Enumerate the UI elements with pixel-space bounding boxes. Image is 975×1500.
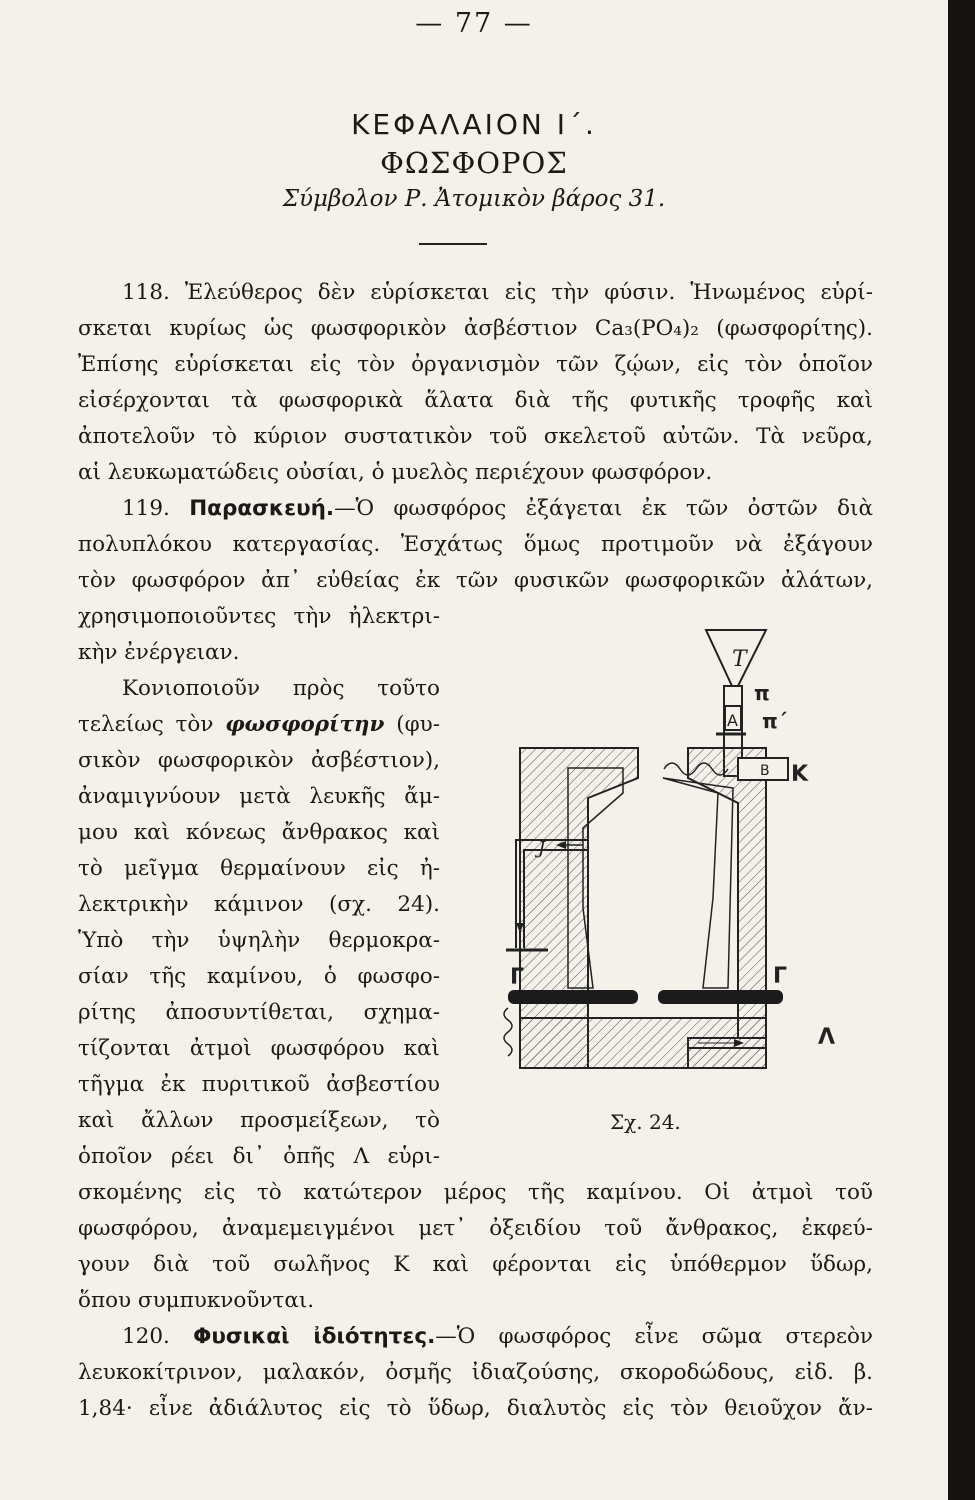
- text-line: Κονιοποιοῦν πρὸς τοῦτο: [122, 676, 440, 701]
- text-line: κὴν ἐνέργειαν.: [78, 640, 240, 665]
- text-line-section-119: [78, 496, 873, 521]
- text-line: γουν διὰ τοῦ σωλῆνος Κ καὶ φέρονται εἰς ὑπόθερμον ὕδωρ,: [78, 1252, 873, 1277]
- lining-right: [663, 778, 733, 988]
- label-G-left: Γ: [510, 965, 525, 990]
- text-line: σκεται κυρίως ὡς φωσφορικὸν ἀσβέστιον Ca₃(PO₄)₂ (φωσφορίτης).: [78, 316, 873, 341]
- text-line: αἱ λευκωματώδεις οὐσίαι, ὁ μυελὸς περιέχουν φωσφόρον.: [78, 460, 713, 485]
- text-line: Ἐπίσης εὑρίσκεται εἰς τὸν ὀργανισμὸν τῶν ζῴων, εἰς τὸν ὁποῖον: [78, 352, 873, 377]
- section-heading: Παρασκευή.: [189, 496, 335, 521]
- text-line: 1,84· εἶνε ἀδιάλυτος εἰς τὸ ὕδωρ, διαλυτὸς εἰς τὸν θειοῦχον ἄν-: [78, 1396, 873, 1421]
- text-line: ἀποτελοῦν τὸ κύριον συστατικὸν τοῦ σκελετοῦ αὐτῶν. Τὰ νεῦρα,: [78, 424, 873, 449]
- label-L: Λ: [818, 1025, 836, 1050]
- electrode-left: [508, 990, 638, 1004]
- text-line: τὸ μεῖγμα θερμαίνουν εἰς ἠ-: [78, 856, 440, 881]
- text-line: λευκοκίτρινον, μαλακόν, ὀσμῆς ἰδιαζούσης, σκοροδώδους, εἰδ. β.: [78, 1360, 873, 1385]
- label-A: A: [727, 711, 738, 730]
- text-line: καὶ ἄλλων προσμείξεων, τὸ: [78, 1108, 440, 1133]
- label-B: B: [760, 763, 770, 779]
- text-line: λεκτρικὴν κάμινον (σχ. 24).: [78, 892, 440, 917]
- text-line: σίαν τῆς καμίνου, ὁ φωσφο-: [78, 964, 440, 989]
- text-line: πολυπλόκου κατεργασίας. Ἐσχάτως ὅμως προτιμοῦν νὰ ἐξάγουν: [78, 532, 873, 557]
- text-line: ρίτης ἀποσυντίθεται, σχημα-: [78, 1000, 440, 1025]
- section-heading: Φυσικαὶ ἰδιότητες.: [193, 1324, 436, 1349]
- text-line: φωσφόρου, ἀναμεμειγμένοι μετ᾽ ὀξειδίου τοῦ ἄνθρακος, ἐκφεύ-: [78, 1216, 873, 1241]
- text-line: 118. Ἐλεύθερος δὲν εὑρίσκεται εἰς τὴν φύσιν. Ἡνωμένος εὑρί-: [122, 280, 873, 305]
- text-line: τίζονται ἀτμοὶ φωσφόρου καὶ: [78, 1036, 440, 1061]
- label-G-right: Γ: [773, 964, 788, 989]
- section-number: 119.: [122, 496, 170, 521]
- subtitle: Σύμβολον Ρ. Ἀτομικὸν βάρος 31.: [282, 186, 666, 212]
- cable-coil: [504, 1008, 512, 1056]
- label-J: J: [538, 838, 546, 859]
- text-line: ἀναμιγνύουν μετὰ λευκῆς ἄμ-: [78, 784, 440, 809]
- section-number: 120.: [122, 1324, 170, 1349]
- text-line: σκομένης εἰς τὸ κατώτερον μέρος τῆς καμίνου. Οἱ ἀτμοὶ τοῦ: [78, 1180, 873, 1205]
- page-title: ΦΩΣΦΟΡΟΣ: [380, 146, 568, 180]
- text-line: ὁποῖον ρέει δι᾽ ὀπῆς Λ εὑρι-: [78, 1144, 440, 1169]
- text-line: [78, 712, 440, 737]
- label-K: Κ: [791, 762, 809, 787]
- text-line: μου καὶ κόνεως ἄνθρακος καὶ: [78, 820, 440, 845]
- text-span: —Ὁ φωσφόρος εἶνε σῶμα στερεὸν: [435, 1324, 873, 1349]
- emphasis-term: φωσφορίτην: [225, 712, 385, 737]
- label-P2: π΄: [762, 709, 787, 733]
- furnace-diagram: [488, 628, 838, 1098]
- electrode-right: [658, 990, 783, 1004]
- figure-caption: Σχ. 24.: [610, 1110, 681, 1134]
- text-span: —Ὁ φωσφόρος ἐξάγεται ἐκ τῶν ὀστῶν διὰ: [334, 496, 873, 521]
- text-line: Ὑπὸ τὴν ὑψηλὴν θερμοκρα-: [78, 928, 440, 953]
- text-line-section-120: [78, 1324, 873, 1349]
- page-number: — 77 —: [415, 8, 533, 39]
- text-line: τὸν φωσφόρον ἀπ᾽ εὐθείας ἐκ τῶν φυσικῶν φωσφορικῶν ἀλάτων,: [78, 568, 873, 593]
- title-divider: [419, 243, 487, 245]
- text-span: (φυ-: [396, 712, 440, 737]
- text-line: χρησιμοποιοῦντες τὴν ἠλεκτρι-: [78, 604, 440, 629]
- text-line: εἰσέρχονται τὰ φωσφορικὰ ἅλατα διὰ τῆς φυτικῆς τροφῆς καὶ: [78, 388, 873, 413]
- text-line: σικὸν φωσφορικὸν ἀσβέστιον),: [78, 748, 440, 773]
- label-P: π: [754, 681, 770, 705]
- text-line: ὅπου συμπυκνοῦνται.: [78, 1288, 315, 1313]
- text-line: τῆγμα ἐκ πυριτικοῦ ἀσβεστίου: [78, 1072, 440, 1097]
- label-T: T: [732, 647, 747, 672]
- text-span: τελείως τὸν: [78, 712, 214, 737]
- chapter-heading: ΚΕΦΑΛΑΙΟΝ Ι΄.: [351, 108, 597, 141]
